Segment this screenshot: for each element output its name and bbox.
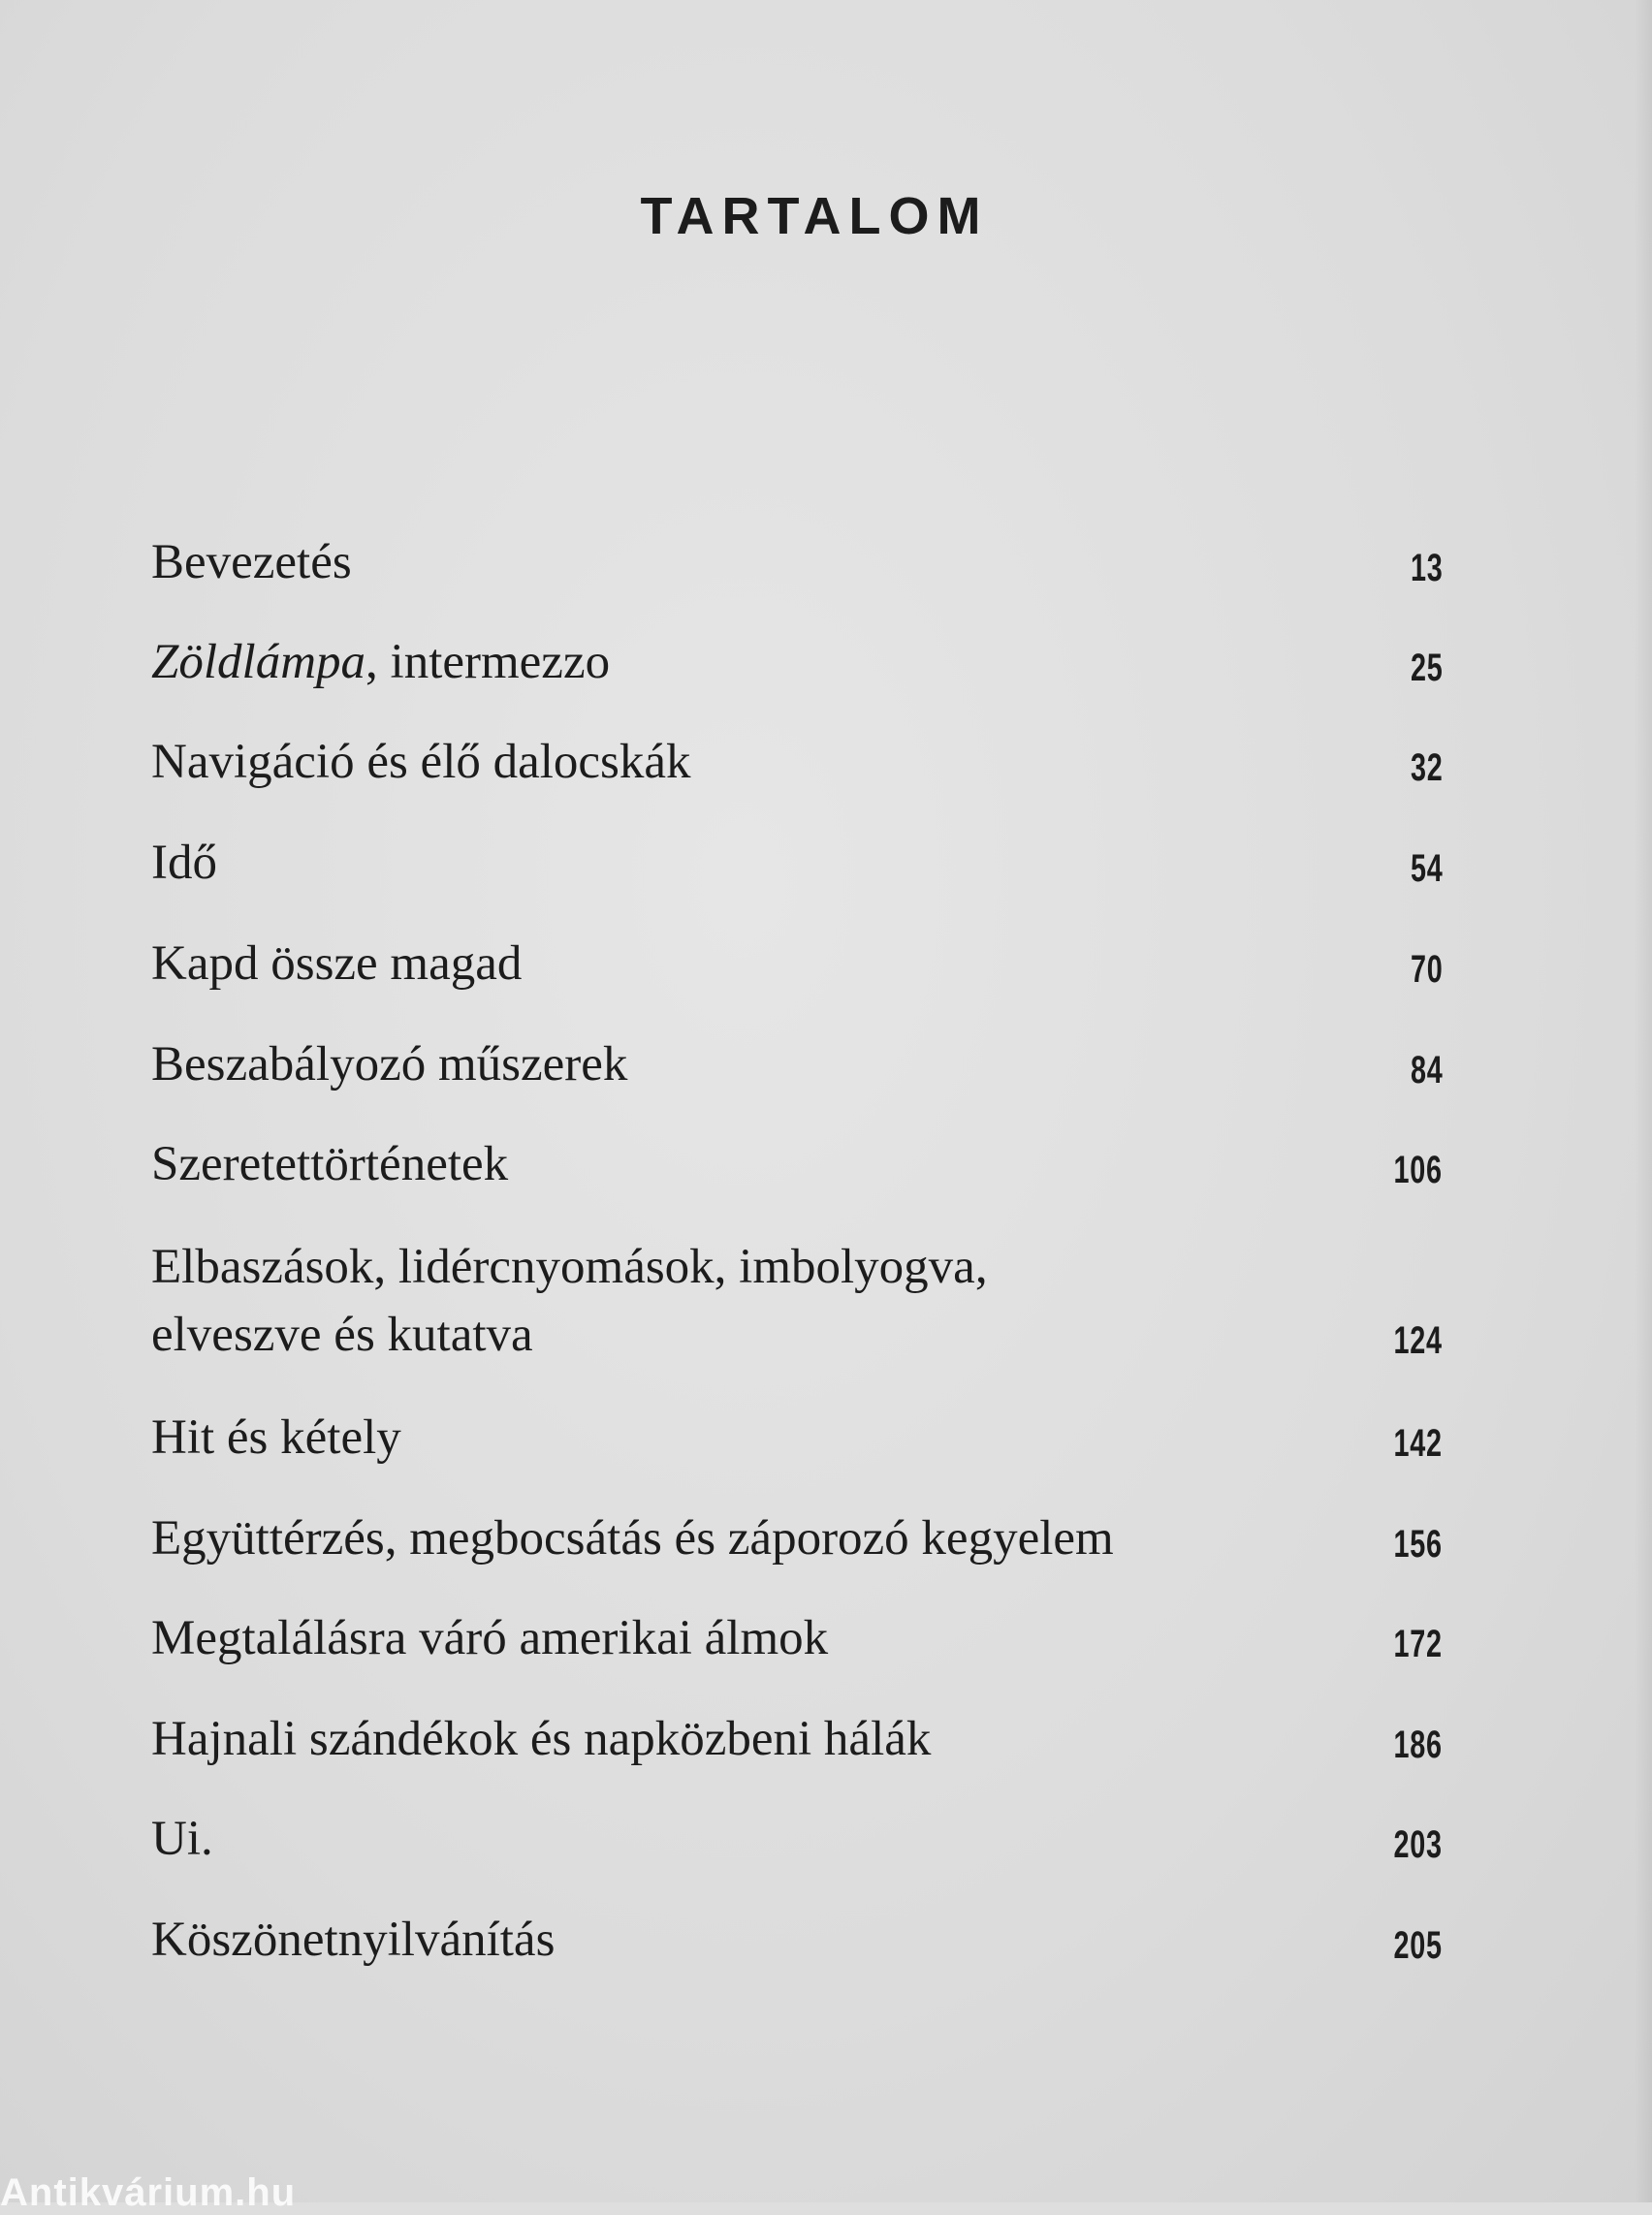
toc-entry-title: Köszönetnyilvánítás (151, 1913, 556, 1967)
toc-entry-title: Idő (151, 836, 217, 890)
toc-entry-page: 84 (1410, 1049, 1443, 1092)
toc-entry-page: 124 (1393, 1319, 1443, 1362)
toc-entry-page: 186 (1393, 1724, 1443, 1766)
toc-entry-title: Szeretettörténetek (151, 1137, 509, 1191)
toc-heading: TARTALOM (640, 187, 989, 245)
toc-entry-kapd-ossze (151, 930, 1443, 997)
toc-entry-title (151, 628, 1266, 696)
toc-entry-title: Hit és kétely (151, 1410, 401, 1465)
toc-entry-title: Hajnali szándékok és napközbeni hálák (151, 1712, 932, 1766)
page-edge-shadow (1635, 0, 1652, 2202)
toc-entry-page: 32 (1410, 746, 1443, 789)
toc-entry-koszonetnyilvanitas (151, 1906, 1443, 1974)
toc-entry-page: 205 (1393, 1924, 1443, 1967)
toc-entry-title-line1: Elbaszások, lidércnyomások, imbolyogva, (151, 1240, 988, 1294)
watermark: Antikvárium.hu (0, 2171, 297, 2214)
toc-entry-szeretettortenetek (151, 1130, 1443, 1198)
toc-entry-page: 70 (1410, 948, 1443, 991)
toc-entry-page: 106 (1393, 1149, 1443, 1191)
toc-entry-hajnali (151, 1705, 1443, 1773)
toc-entry-title: Ui. (151, 1812, 213, 1866)
toc-entry-elbaszasok (151, 1233, 1443, 1369)
toc-entry-title: Kapd össze magad (151, 936, 523, 991)
toc-entry-title: Bevezetés (151, 535, 352, 589)
toc-entry-title: Navigáció és élő dalocskák (151, 735, 691, 789)
toc-entry-title: Megtalálásra váró amerikai álmok (151, 1611, 829, 1665)
toc-entry-hit-es-ketely (151, 1404, 1443, 1471)
toc-entry-navigacio (151, 728, 1443, 796)
toc-entry-page: 13 (1410, 547, 1443, 589)
toc-entry-bevezetes (151, 528, 1443, 596)
toc-entry-page: 25 (1410, 647, 1443, 689)
toc-entry-zoldlampa (151, 628, 1443, 696)
toc-entry-page: 156 (1393, 1523, 1443, 1566)
toc-entry-title-line2: elveszve és kutatva (151, 1308, 533, 1362)
toc-entry-ido (151, 829, 1443, 897)
toc-entry-title: Beszabályozó műszerek (151, 1037, 628, 1092)
toc-entry-page: 142 (1393, 1422, 1443, 1465)
toc-entry-egyutterzes (151, 1504, 1443, 1572)
toc-entry-title-italic: Zöldlámpa (151, 635, 366, 689)
toc-entry-page: 203 (1393, 1823, 1443, 1866)
toc-entry-title: Együttérzés, megbocsátás és záporozó kegyelem (151, 1511, 1114, 1566)
toc-entry-ui (151, 1805, 1443, 1873)
toc-entry-beszabalyozo (151, 1030, 1443, 1098)
toc-entry-title-rest: , intermezzo (365, 635, 611, 689)
toc-entry-page: 172 (1393, 1623, 1443, 1665)
toc-entry-megtalalasra (151, 1604, 1443, 1672)
toc-entry-page: 54 (1410, 847, 1443, 890)
